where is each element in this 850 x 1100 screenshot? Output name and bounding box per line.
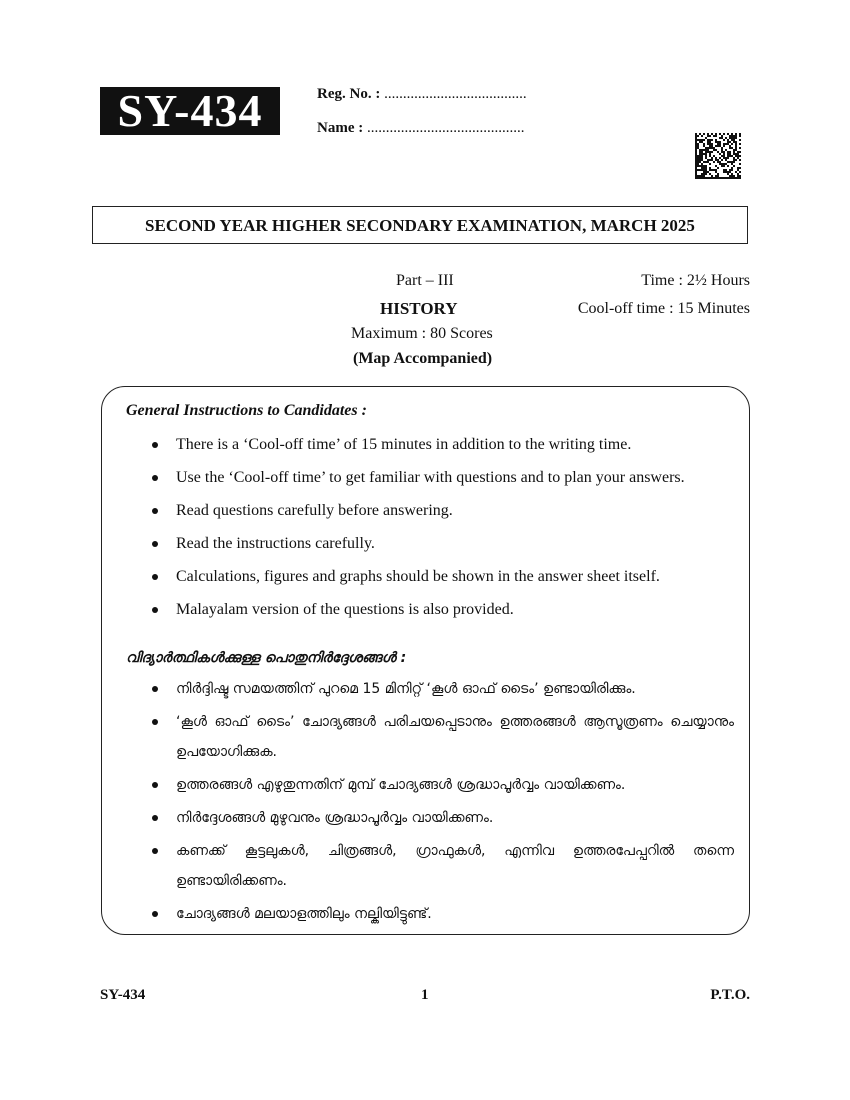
list-item: Read the instructions carefully.	[150, 534, 734, 567]
reg-no-line	[317, 86, 527, 103]
paper-code: SY-434	[100, 87, 280, 135]
list-item: നിർദ്ദേശങ്ങൾ മുഴുവനും ശ്രദ്ധാപൂർവ്വം വായിക്കണം.	[150, 803, 734, 833]
reg-no-blank: ......................................	[384, 86, 527, 102]
name-label: Name :	[317, 120, 364, 136]
cool-off-label: Cool-off time : 15 Minutes	[577, 300, 750, 317]
list-item: ‘കൂൾ ഓഫ് ടൈം’ ചോദ്യങ്ങൾ പരിചയപ്പെടാനും ഉത്തരങ്ങൾ ആസൂത്രണം ചെയ്യാനും ഉപയോഗിക്കുക.	[150, 707, 734, 767]
list-item: Malayalam version of the questions is also provided.	[150, 600, 734, 633]
list-item: ചോദ്യങ്ങൾ മലയാളത്തിലും നല്കിയിട്ടുണ്ട്.	[150, 899, 734, 929]
exam-title: SECOND YEAR HIGHER SECONDARY EXAMINATION, MARCH 2025	[92, 206, 748, 244]
list-item: Calculations, figures and graphs should be shown in the answer sheet itself.	[150, 567, 734, 600]
malayalam-instructions-list	[150, 674, 734, 932]
pto-label: P.T.O.	[710, 987, 750, 1003]
name-line	[317, 120, 524, 137]
english-instructions-list	[150, 435, 734, 633]
list-item: നിർദ്ദിഷ്ട സമയത്തിന് പുറമെ 15 മിനിറ്റ് ‘കൂൾ ഓഫ് ടൈം’ ഉണ്ടായിരിക്കും.	[150, 674, 734, 704]
list-item: ഉത്തരങ്ങൾ എഴുതുന്നതിന് മുമ്പ് ചോദ്യങ്ങൾ ശ്രദ്ധാപൂർവ്വം വായിക്കണം.	[150, 770, 734, 800]
reg-no-label: Reg. No. :	[317, 86, 381, 102]
time-label: Time : 2½ Hours	[641, 272, 750, 289]
list-item: Use the ‘Cool-off time’ to get familiar with questions and to plan your answers.	[150, 468, 734, 501]
max-scores: Maximum : 80 Scores	[351, 325, 493, 342]
list-item: കണക്ക് കൂട്ടലുകൾ, ചിത്രങ്ങൾ, ഗ്രാഫുകൾ, എന്നിവ ഉത്തരപേപ്പറിൽ തന്നെ ഉണ്ടായിരിക്കണം.	[150, 836, 734, 896]
data-matrix-code-icon	[695, 133, 741, 179]
list-item: There is a ‘Cool-off time’ of 15 minutes in addition to the writing time.	[150, 435, 734, 468]
map-note: (Map Accompanied)	[353, 350, 493, 367]
english-instructions-heading: General Instructions to Candidates :	[126, 402, 367, 419]
part-label: Part – III	[396, 272, 454, 289]
list-item: Read questions carefully before answering.	[150, 501, 734, 534]
footer-code: SY-434	[100, 987, 146, 1003]
name-blank: ..........................................	[366, 120, 525, 136]
malayalam-instructions-heading: വിദ്യാർത്ഥികൾക്കുള്ള പൊതുനിർദ്ദേശങ്ങൾ :	[126, 650, 407, 666]
page-number: 1	[421, 987, 429, 1003]
subject-title: HISTORY	[380, 299, 458, 318]
